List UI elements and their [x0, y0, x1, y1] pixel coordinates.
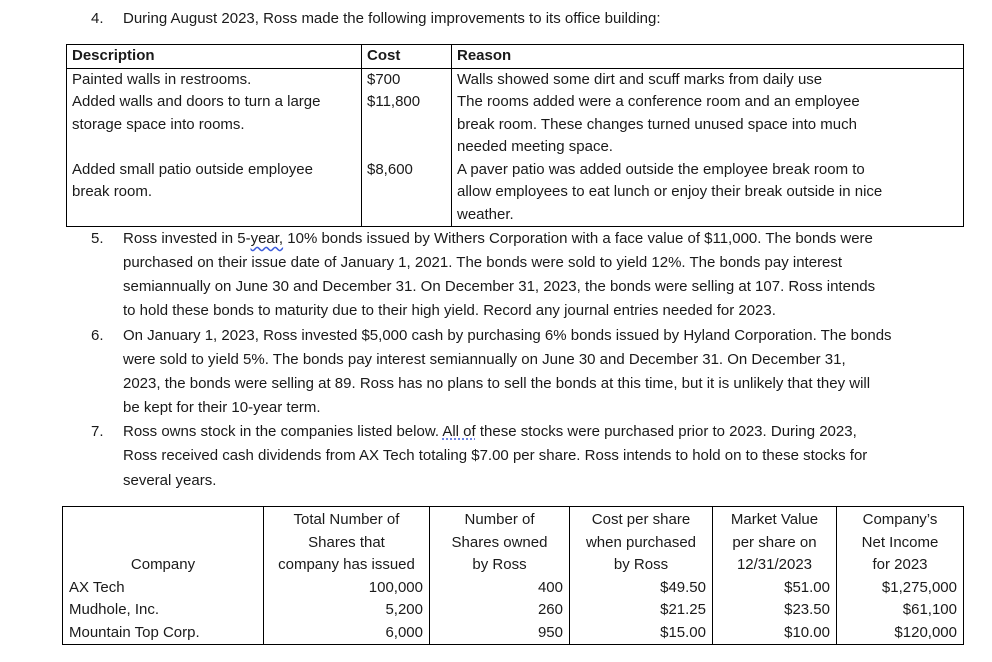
cost-cell: $15.00 — [570, 622, 713, 645]
company-cell: Mountain Top Corp. — [63, 622, 264, 645]
table-row — [63, 599, 964, 622]
market-value-cell: $51.00 — [713, 577, 837, 600]
item-5-line: Ross invested in 5-year, 10% bonds issued by Withers Corporation with a face value of $11,000. The bonds were — [123, 230, 873, 247]
item-4-text: During August 2023, Ross made the following improvements to its office building: — [123, 10, 661, 27]
cost-cell: $8,600 — [362, 159, 452, 227]
item-6-number: 6. — [91, 327, 104, 344]
header-description: Description — [67, 45, 362, 69]
item-6-line: On January 1, 2023, Ross invested $5,000 cash by purchasing 6% bonds issued by Hyland Corporation. The bonds — [123, 327, 892, 344]
item-6-line: 2023, the bonds were selling at 89. Ross has no plans to sell the bonds at this time, but it is unlikely that they will — [123, 375, 871, 392]
net-income-cell: $1,275,000 — [837, 577, 964, 600]
improvements-header-row — [67, 45, 964, 69]
table-row — [63, 622, 964, 645]
shares-owned-cell: 950 — [430, 622, 570, 645]
item-5-line: semiannually on June 30 and December 31. On December 31, 2023, the bonds were selling at 107. Ross intends — [123, 278, 876, 295]
reason-cell: The rooms added were a conference room and an employee break room. These changes turned unused space into much needed meeting space. — [452, 91, 964, 159]
header-reason: Reason — [452, 45, 964, 69]
item-4-number: 4. — [91, 10, 104, 27]
header-company: Company — [63, 507, 264, 577]
net-income-cell: $120,000 — [837, 622, 964, 645]
total-shares-cell: 100,000 — [264, 577, 430, 600]
item-7-number: 7. — [91, 423, 104, 440]
cost-cell: $700 — [362, 68, 452, 91]
header-cost-per-share: Cost per share when purchased by Ross — [570, 507, 713, 577]
market-value-cell: $10.00 — [713, 622, 837, 645]
table-row — [67, 159, 964, 227]
stocks-table — [62, 506, 964, 645]
item-5-line: purchased on their issue date of January 1, 2021. The bonds were sold to yield 12%. The bonds pay interest — [123, 254, 843, 271]
reason-cell: A paver patio was added outside the employee break room to allow employees to eat lunch or enjoy their break outside in nice weather. — [452, 159, 964, 227]
item-7-line: several years. — [123, 472, 217, 489]
cost-cell: $21.25 — [570, 599, 713, 622]
header-cost: Cost — [362, 45, 452, 69]
total-shares-cell: 5,200 — [264, 599, 430, 622]
description-cell: Added walls and doors to turn a large storage space into rooms. — [67, 91, 362, 159]
table-row — [67, 68, 964, 91]
header-net-income: Company’s Net Income for 2023 — [837, 507, 964, 577]
stocks-header-row — [63, 507, 964, 577]
cost-cell: $11,800 — [362, 91, 452, 159]
item-5-line: to hold these bonds to maturity due to their high yield. Record any journal entries needed for 2023. — [123, 302, 776, 319]
reason-cell: Walls showed some dirt and scuff marks from daily use — [452, 68, 964, 91]
net-income-cell: $61,100 — [837, 599, 964, 622]
market-value-cell: $23.50 — [713, 599, 837, 622]
item-5-number: 5. — [91, 230, 104, 247]
table-row — [67, 91, 964, 159]
shares-owned-cell: 260 — [430, 599, 570, 622]
description-cell: Added small patio outside employee break room. — [67, 159, 362, 227]
item-7-line: Ross owns stock in the companies listed below. All of these stocks were purchased prior to 2023. During 2023, — [123, 423, 857, 440]
description-cell: Painted walls in restrooms. — [67, 68, 362, 91]
item-6-line: were sold to yield 5%. The bonds pay interest semiannually on June 30 and December 31. On December 31, — [123, 351, 846, 368]
header-shares-owned: Number of Shares owned by Ross — [430, 507, 570, 577]
spellcheck-mark: year, — [250, 230, 284, 247]
company-cell: Mudhole, Inc. — [63, 599, 264, 622]
cost-cell: $49.50 — [570, 577, 713, 600]
item-6-line: be kept for their 10-year term. — [123, 399, 321, 416]
item-7-line: Ross received cash dividends from AX Tech totaling $7.00 per share. Ross intends to hold on to these stocks for — [123, 447, 868, 464]
grammar-mark: All of — [442, 423, 476, 440]
table-row — [63, 577, 964, 600]
improvements-table — [66, 44, 964, 227]
company-cell: AX Tech — [63, 577, 264, 600]
header-market-value: Market Value per share on 12/31/2023 — [713, 507, 837, 577]
header-total-shares: Total Number of Shares that company has issued — [264, 507, 430, 577]
shares-owned-cell: 400 — [430, 577, 570, 600]
total-shares-cell: 6,000 — [264, 622, 430, 645]
